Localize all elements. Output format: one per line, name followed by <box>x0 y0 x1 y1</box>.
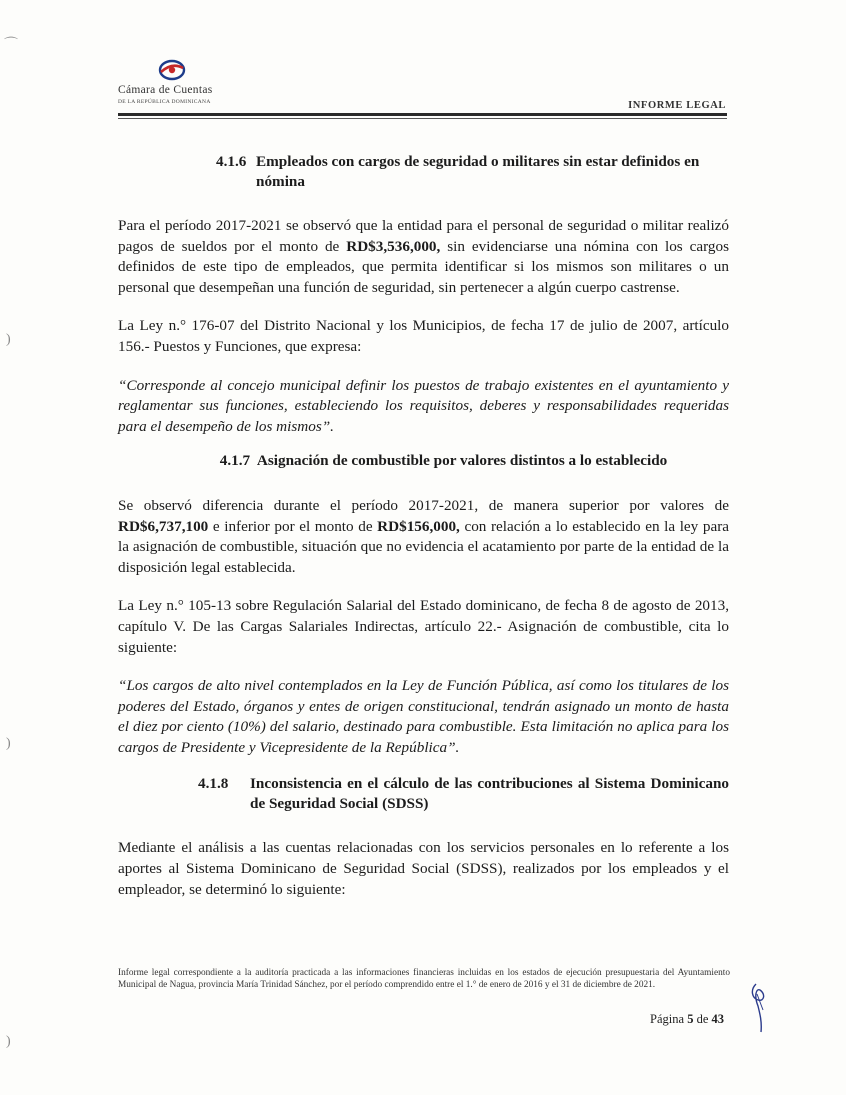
section-heading-4-1-8 <box>118 774 729 814</box>
legal-quote: “Los cargos de alto nivel contemplados en la Ley de Función Pública, así como los titulares de los poderes del Estado, órganos y entes de origen constitucional, tendrán asignado un monto de hasta el diez por ciento (10%) del salario, destinado para combustible. Esta limitación no aplica para los cargos de Presidente y Vicepresidente de la República”. <box>118 677 729 756</box>
section-number: 4.1.6 <box>216 153 247 170</box>
paragraph: La Ley n.° 105-13 sobre Regulación Salarial del Estado dominicano, de fecha 8 de agosto de 2013, capítulo V. De las Cargas Salariales Indirectas, artículo 22.- Asignación de combustible, cita lo siguiente: <box>118 597 729 656</box>
page-number <box>650 1012 724 1027</box>
header-divider <box>118 113 727 116</box>
paragraph: La Ley n.° 176-07 del Distrito Nacional y los Municipios, de fecha 17 de julio de 2007, artículo 156.- Puestos y Funciones, que expresa: <box>118 317 729 355</box>
scan-mark: ) <box>6 332 11 347</box>
page-current: 5 <box>687 1012 694 1026</box>
footer-note: Informe legal correspondiente a la auditoría practicada a las informaciones financieras incluidas en los estados de ejecución presupuestaria del Ayuntamiento Municipal de Nagua, provincia María Trinidad Sánchez, por el período comprendido entre el 1.° de enero de 2016 y el 31 de diciembre de 2021. <box>118 968 730 991</box>
amount: RD$156,000, <box>377 517 460 535</box>
section-number: 4.1.8 <box>198 775 229 793</box>
paragraph: Mediante el análisis a las cuentas relacionadas con los servicios personales en lo referente a los aportes al Sistema Dominicano de Seguridad Social (SDSS), realizados por los empleados y el empleador, se determinó lo siguiente: <box>118 839 729 898</box>
amount: RD$6,737,100 <box>118 517 209 535</box>
scan-mark: ) <box>6 736 11 751</box>
legal-quote: “Corresponde al concejo municipal definir los puestos de trabajo existentes en el ayuntamiento y reglamentar sus funciones, estableciendo los requisitos, deberes y responsabilidades requeridas para el desempeño de los mismos”. <box>118 376 729 435</box>
text-run: con relación a lo establecido en la ley para la asignación de combustible, situación que no evidencia el acatamiento por parte de la entidad de la disposición legal establecida. <box>118 517 730 576</box>
text-run: Se observó diferencia durante el período 2017-2021, de manera superior por valores de <box>118 496 729 514</box>
text-run: Para el período 2017-2021 se observó que la entidad para el personal de seguridad o militar realizó pagos de sueldos por el monto de <box>118 217 729 255</box>
org-logo <box>118 56 258 116</box>
document-body <box>118 152 729 900</box>
page-label: Página <box>650 1012 685 1026</box>
paragraph <box>118 216 729 298</box>
scan-mark: ⌒ <box>4 38 18 53</box>
text-run: e inferior por el monto de <box>208 517 378 535</box>
section-heading-4-1-6 <box>118 152 729 192</box>
page-total: 43 <box>711 1012 724 1026</box>
section-title: Inconsistencia en el cálculo de las contribuciones al Sistema Dominicano de Seguridad Social (SDSS) <box>250 775 729 813</box>
text-run: sin evidenciarse una nómina con los cargos definidos de este tipo de empleados, que permita identificar si los mismos son militares o un personal que desempeñan una función de seguridad, sin pertenecer a algún cuerpo castrense. <box>118 237 729 296</box>
paragraph <box>118 496 729 578</box>
section-number: 4.1.7 <box>219 452 251 470</box>
header-divider-thin <box>118 118 727 119</box>
scan-mark: ) <box>6 1034 11 1049</box>
section-title: Asignación de combustible por valores distintos a lo establecido <box>256 452 668 470</box>
amount: RD$3,536,000, <box>346 237 441 255</box>
org-subtitle: DE LA REPÚBLICA DOMINICANA <box>118 99 211 105</box>
initials-signature-icon <box>748 980 772 1036</box>
logo-emblem-icon <box>156 56 188 84</box>
document-type: INFORME LEGAL <box>628 100 726 111</box>
org-name: Cámara de Cuentas <box>118 84 213 96</box>
section-title: Empleados con cargos de seguridad o militares sin estar definidos en nómina <box>256 153 700 190</box>
section-heading-4-1-7 <box>118 451 729 472</box>
page-of: de <box>696 1012 709 1026</box>
